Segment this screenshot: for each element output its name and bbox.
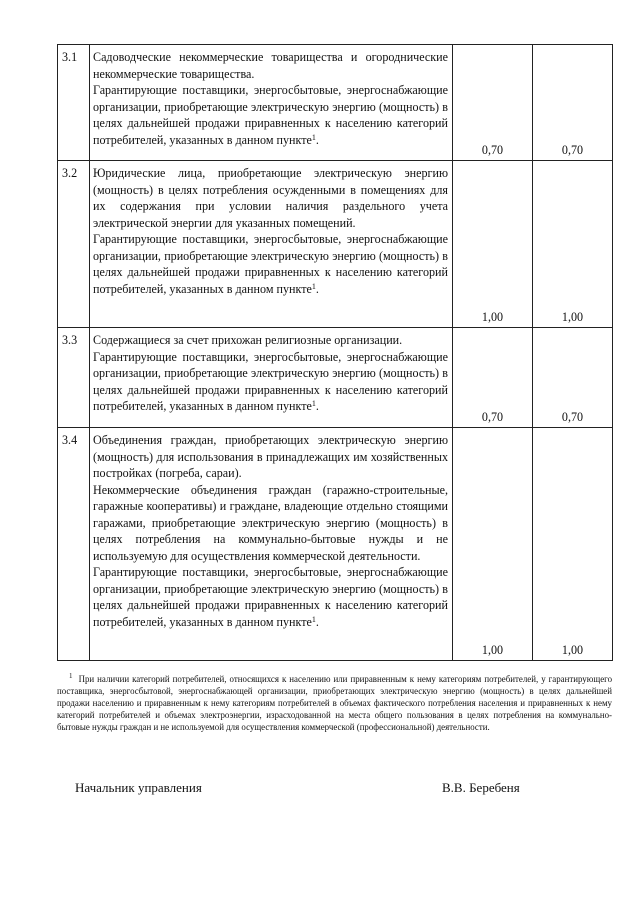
coefficient-value-1: 1,00 xyxy=(453,428,533,661)
description-paragraph: Содержащиеся за счет прихожан религиозные организации. xyxy=(93,333,403,347)
footnote xyxy=(57,673,612,733)
table-row xyxy=(58,328,613,428)
footnote-text: При наличии категорий потребителей, относящихся к населению или приравненным к нему категориям потребителей, у гарантирующего поставщика, энергосбытовой, энергоснабжающей организации, приобретающих электрическую энергию (мощность) в целях дальнейшей продажи населению и приравненным к нему категориям потребителей в объемах фактического потребления населения и приравненных к нему категорий потребителей и объемах электроэнергии, израсходованной на места общего пользования в целях потребления на коммунально-бытовые нужды граждан и не используемой для осуществления коммерческой (профессиональной) деятельности. xyxy=(57,674,613,732)
description-paragraph: Гарантирующие поставщики, энергосбытовые, энергоснабжающие организации, приобретающие электрическую энергию (мощность) в целях дальнейшей продажи приравненных к населению категорий потребителей, указанных в данном пункте$^1$. xyxy=(93,349,448,413)
row-description xyxy=(90,45,453,161)
description-paragraph: Гарантирующие поставщики, энергосбытовые, энергоснабжающие организации, приобретающие электрическую энергию (мощность) в целях дальнейшей продажи приравненных к населению категорий потребителей, указанных в данном пункте$^1$. xyxy=(93,565,448,629)
description-paragraph: Садоводческие некоммерческие товарищества и огороднические некоммерческие товарищества. xyxy=(93,50,448,81)
coefficient-value-1: 1,00 xyxy=(453,161,533,328)
row-number: 3.1 xyxy=(58,45,90,161)
footnote-reference: 1 xyxy=(311,132,316,142)
coefficient-value-2: 1,00 xyxy=(533,161,613,328)
coefficient-value-1: 0,70 xyxy=(453,328,533,428)
coefficient-value-2: 0,70 xyxy=(533,328,613,428)
row-number: 3.3 xyxy=(58,328,90,428)
coefficient-value-1: 0,70 xyxy=(453,45,533,161)
description-paragraph: Объединения граждан, приобретающих электрическую энергию (мощность) для использования в принадлежащих им хозяйственных постройках (погреба, сараи). xyxy=(93,433,448,480)
table-row xyxy=(58,428,613,661)
footnote-reference: 1 xyxy=(311,614,316,624)
table-row xyxy=(58,45,613,161)
coefficient-value-2: 1,00 xyxy=(533,428,613,661)
row-description xyxy=(90,328,453,428)
description-paragraph: Гарантирующие поставщики, энергосбытовые, энергоснабжающие организации, приобретающие электрическую энергию (мощность) в целях дальнейшей продажи приравненных к населению категорий потребителей, указанных в данном пункте$^1$. xyxy=(93,83,448,147)
description-paragraph: Гарантирующие поставщики, энергосбытовые, энергоснабжающие организации, приобретающие электрическую энергию (мощность) в целях дальнейшей продажи приравненных к населению категорий потребителей, указанных в данном пункте$^1$. xyxy=(93,232,448,296)
row-description xyxy=(90,428,453,661)
footnote-reference: 1 xyxy=(311,281,316,291)
signature-name: В.В. Беребеня xyxy=(442,780,520,795)
tariff-coefficients-table xyxy=(57,44,613,661)
row-number: 3.2 xyxy=(58,161,90,328)
table-row xyxy=(58,161,613,328)
description-paragraph: Некоммерческие объединения граждан (гаражно-строительные, гаражные кооперативы) и граждане, владеющие отдельно стоящими гаражами, приобретающие электрическую энергию (мощность) в целях потребления на коммунально-бытовые нужды и не используемую для осуществления коммерческой деятельности. xyxy=(93,482,448,563)
description-paragraph: Юридические лица, приобретающие электрическую энергию (мощность) в целях потребления осужденными в помещениях для их содержания при условии наличия раздельного учета электрической энергии для указанных помещений. xyxy=(93,166,448,230)
footnote-mark: 1 xyxy=(69,672,73,680)
row-number: 3.4 xyxy=(58,428,90,661)
signature-title: Начальник управления xyxy=(75,780,202,795)
row-description xyxy=(90,161,453,328)
coefficient-value-2: 0,70 xyxy=(533,45,613,161)
footnote-reference: 1 xyxy=(311,399,316,408)
